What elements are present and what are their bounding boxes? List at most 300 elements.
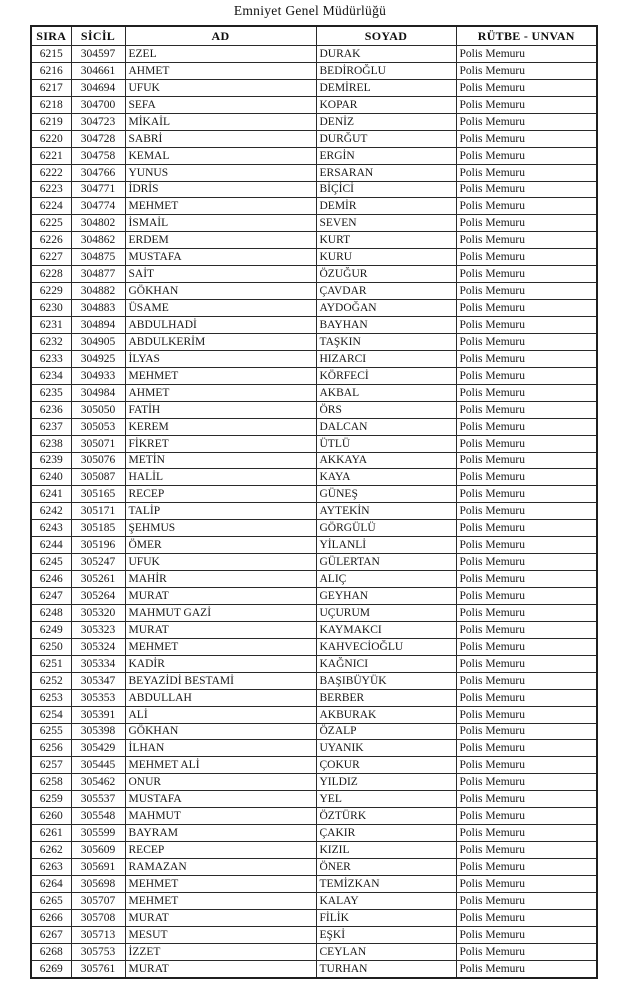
table-row <box>31 198 597 215</box>
cell-sira: 6269 <box>31 960 71 977</box>
cell-sira: 6229 <box>31 283 71 300</box>
cell-sicil: 305076 <box>71 452 125 469</box>
cell-soyad: ERGİN <box>316 147 456 164</box>
cell-sicil: 305462 <box>71 774 125 791</box>
cell-rutbe: Polis Memuru <box>456 401 597 418</box>
cell-sicil: 305196 <box>71 537 125 554</box>
cell-sicil: 304862 <box>71 232 125 249</box>
cell-sira: 6231 <box>31 317 71 334</box>
cell-soyad: AYTEKİN <box>316 503 456 520</box>
cell-soyad: BAŞIBÜYÜK <box>316 672 456 689</box>
cell-rutbe: Polis Memuru <box>456 249 597 266</box>
table-row <box>31 418 597 435</box>
cell-soyad: AKBURAK <box>316 706 456 723</box>
cell-rutbe: Polis Memuru <box>456 706 597 723</box>
cell-sicil: 304877 <box>71 266 125 283</box>
cell-ad: AHMET <box>125 62 316 79</box>
cell-sira: 6239 <box>31 452 71 469</box>
cell-sira: 6217 <box>31 79 71 96</box>
cell-soyad: EŞKİ <box>316 926 456 943</box>
cell-ad: MEHMET <box>125 892 316 909</box>
cell-soyad: TAŞKIN <box>316 333 456 350</box>
table-row <box>31 943 597 960</box>
cell-sicil: 304728 <box>71 130 125 147</box>
cell-rutbe: Polis Memuru <box>456 723 597 740</box>
cell-sicil: 305323 <box>71 621 125 638</box>
cell-rutbe: Polis Memuru <box>456 503 597 520</box>
table-row <box>31 164 597 181</box>
cell-soyad: KAYMAKCI <box>316 621 456 638</box>
cell-rutbe: Polis Memuru <box>456 367 597 384</box>
cell-rutbe: Polis Memuru <box>456 181 597 198</box>
cell-ad: METİN <box>125 452 316 469</box>
cell-rutbe: Polis Memuru <box>456 825 597 842</box>
cell-sicil: 304694 <box>71 79 125 96</box>
cell-sira: 6236 <box>31 401 71 418</box>
cell-soyad: YİLANLİ <box>316 537 456 554</box>
cell-ad: BAYRAM <box>125 825 316 842</box>
cell-rutbe: Polis Memuru <box>456 435 597 452</box>
cell-ad: MEHMET <box>125 367 316 384</box>
cell-soyad: ÖZTÜRK <box>316 808 456 825</box>
cell-sicil: 305264 <box>71 588 125 605</box>
cell-ad: SAİT <box>125 266 316 283</box>
cell-ad: MİKAİL <box>125 113 316 130</box>
cell-sicil: 305247 <box>71 554 125 571</box>
cell-soyad: YILDIZ <box>316 774 456 791</box>
cell-sicil: 305320 <box>71 604 125 621</box>
cell-rutbe: Polis Memuru <box>456 875 597 892</box>
cell-rutbe: Polis Memuru <box>456 232 597 249</box>
table-row <box>31 232 597 249</box>
table-row <box>31 859 597 876</box>
cell-sicil: 304774 <box>71 198 125 215</box>
table-row <box>31 130 597 147</box>
cell-ad: MEHMET <box>125 198 316 215</box>
cell-sicil: 304758 <box>71 147 125 164</box>
cell-sira: 6232 <box>31 333 71 350</box>
cell-ad: MURAT <box>125 960 316 977</box>
cell-sicil: 304661 <box>71 62 125 79</box>
cell-sicil: 305708 <box>71 909 125 926</box>
cell-rutbe: Polis Memuru <box>456 486 597 503</box>
table-row <box>31 333 597 350</box>
cell-soyad: DENİZ <box>316 113 456 130</box>
cell-soyad: ÇAVDAR <box>316 283 456 300</box>
cell-ad: SEFA <box>125 96 316 113</box>
cell-sira: 6222 <box>31 164 71 181</box>
cell-ad: İLHAN <box>125 740 316 757</box>
cell-rutbe: Polis Memuru <box>456 46 597 63</box>
cell-sicil: 304984 <box>71 384 125 401</box>
table-row <box>31 926 597 943</box>
cell-rutbe: Polis Memuru <box>456 62 597 79</box>
cell-rutbe: Polis Memuru <box>456 588 597 605</box>
cell-sicil: 305398 <box>71 723 125 740</box>
cell-rutbe: Polis Memuru <box>456 638 597 655</box>
cell-sicil: 305353 <box>71 689 125 706</box>
cell-sira: 6250 <box>31 638 71 655</box>
cell-rutbe: Polis Memuru <box>456 808 597 825</box>
cell-rutbe: Polis Memuru <box>456 909 597 926</box>
cell-sicil: 304597 <box>71 46 125 63</box>
cell-rutbe: Polis Memuru <box>456 384 597 401</box>
cell-rutbe: Polis Memuru <box>456 943 597 960</box>
table-row <box>31 96 597 113</box>
cell-soyad: KALAY <box>316 892 456 909</box>
cell-soyad: DEMİR <box>316 198 456 215</box>
cell-rutbe: Polis Memuru <box>456 164 597 181</box>
cell-rutbe: Polis Memuru <box>456 960 597 977</box>
table-row <box>31 774 597 791</box>
cell-ad: BEYAZİDİ BESTAMİ <box>125 672 316 689</box>
cell-sicil: 304894 <box>71 317 125 334</box>
cell-sicil: 305698 <box>71 875 125 892</box>
column-header-ad: AD <box>125 26 316 46</box>
cell-ad: ŞEHMUS <box>125 520 316 537</box>
cell-ad: İSMAİL <box>125 215 316 232</box>
cell-soyad: BEDİROĞLU <box>316 62 456 79</box>
table-row <box>31 452 597 469</box>
cell-soyad: ÖNER <box>316 859 456 876</box>
cell-soyad: ÇAKIR <box>316 825 456 842</box>
cell-sira: 6259 <box>31 791 71 808</box>
table-row <box>31 960 597 977</box>
cell-sicil: 304771 <box>71 181 125 198</box>
table-row <box>31 147 597 164</box>
cell-soyad: KAYA <box>316 469 456 486</box>
cell-sicil: 305261 <box>71 571 125 588</box>
cell-ad: GÖKHAN <box>125 723 316 740</box>
cell-soyad: CEYLAN <box>316 943 456 960</box>
cell-rutbe: Polis Memuru <box>456 198 597 215</box>
cell-sicil: 305050 <box>71 401 125 418</box>
column-header-rutbe: RÜTBE - UNVAN <box>456 26 597 46</box>
cell-rutbe: Polis Memuru <box>456 130 597 147</box>
cell-soyad: ÖZUĞUR <box>316 266 456 283</box>
cell-ad: MESUT <box>125 926 316 943</box>
cell-sira: 6260 <box>31 808 71 825</box>
cell-soyad: HIZARCI <box>316 350 456 367</box>
cell-sira: 6266 <box>31 909 71 926</box>
cell-sicil: 304905 <box>71 333 125 350</box>
cell-sicil: 304875 <box>71 249 125 266</box>
table-row <box>31 537 597 554</box>
cell-sira: 6249 <box>31 621 71 638</box>
cell-rutbe: Polis Memuru <box>456 774 597 791</box>
cell-sira: 6267 <box>31 926 71 943</box>
cell-sira: 6227 <box>31 249 71 266</box>
cell-ad: ONUR <box>125 774 316 791</box>
table-row <box>31 79 597 96</box>
cell-ad: MUSTAFA <box>125 791 316 808</box>
cell-sira: 6223 <box>31 181 71 198</box>
cell-sira: 6255 <box>31 723 71 740</box>
cell-soyad: GÜNEŞ <box>316 486 456 503</box>
cell-soyad: AKKAYA <box>316 452 456 469</box>
cell-ad: SABRİ <box>125 130 316 147</box>
cell-sira: 6234 <box>31 367 71 384</box>
table-row <box>31 638 597 655</box>
cell-sira: 6228 <box>31 266 71 283</box>
table-row <box>31 842 597 859</box>
cell-sira: 6257 <box>31 757 71 774</box>
cell-soyad: ÇOKUR <box>316 757 456 774</box>
cell-sira: 6245 <box>31 554 71 571</box>
table-row <box>31 909 597 926</box>
cell-soyad: BİÇİCİ <box>316 181 456 198</box>
table-row <box>31 46 597 63</box>
cell-rutbe: Polis Memuru <box>456 842 597 859</box>
cell-rutbe: Polis Memuru <box>456 926 597 943</box>
cell-sira: 6262 <box>31 842 71 859</box>
cell-ad: İLYAS <box>125 350 316 367</box>
cell-ad: EZEL <box>125 46 316 63</box>
cell-sira: 6220 <box>31 130 71 147</box>
cell-rutbe: Polis Memuru <box>456 604 597 621</box>
table-row <box>31 350 597 367</box>
cell-sira: 6264 <box>31 875 71 892</box>
cell-sira: 6242 <box>31 503 71 520</box>
column-header-sicil: SİCİL <box>71 26 125 46</box>
cell-sicil: 304700 <box>71 96 125 113</box>
cell-soyad: SEVEN <box>316 215 456 232</box>
table-row <box>31 604 597 621</box>
cell-sicil: 305609 <box>71 842 125 859</box>
cell-ad: FATİH <box>125 401 316 418</box>
cell-rutbe: Polis Memuru <box>456 520 597 537</box>
cell-ad: MURAT <box>125 909 316 926</box>
cell-sira: 6252 <box>31 672 71 689</box>
cell-sicil: 305707 <box>71 892 125 909</box>
page-title: Emniyet Genel Müdürlüğü <box>233 3 387 18</box>
cell-sira: 6219 <box>31 113 71 130</box>
table-row <box>31 503 597 520</box>
cell-rutbe: Polis Memuru <box>456 266 597 283</box>
cell-sira: 6244 <box>31 537 71 554</box>
cell-rutbe: Polis Memuru <box>456 757 597 774</box>
cell-rutbe: Polis Memuru <box>456 147 597 164</box>
table-row <box>31 655 597 672</box>
cell-sira: 6253 <box>31 689 71 706</box>
cell-sicil: 305334 <box>71 655 125 672</box>
cell-ad: HALİL <box>125 469 316 486</box>
cell-soyad: UYANIK <box>316 740 456 757</box>
cell-rutbe: Polis Memuru <box>456 215 597 232</box>
cell-sira: 6218 <box>31 96 71 113</box>
personnel-table <box>30 25 598 979</box>
table-row <box>31 554 597 571</box>
cell-soyad: KURT <box>316 232 456 249</box>
table-row <box>31 723 597 740</box>
cell-ad: KEREM <box>125 418 316 435</box>
cell-sicil: 305713 <box>71 926 125 943</box>
cell-sira: 6256 <box>31 740 71 757</box>
cell-rutbe: Polis Memuru <box>456 689 597 706</box>
cell-soyad: KIZIL <box>316 842 456 859</box>
cell-sicil: 305429 <box>71 740 125 757</box>
cell-rutbe: Polis Memuru <box>456 452 597 469</box>
cell-rutbe: Polis Memuru <box>456 469 597 486</box>
table-row <box>31 875 597 892</box>
table-row <box>31 249 597 266</box>
cell-sicil: 305171 <box>71 503 125 520</box>
cell-soyad: BERBER <box>316 689 456 706</box>
cell-ad: ÜSAME <box>125 300 316 317</box>
table-row <box>31 791 597 808</box>
table-row <box>31 317 597 334</box>
cell-sira: 6246 <box>31 571 71 588</box>
cell-soyad: DEMİREL <box>316 79 456 96</box>
cell-rutbe: Polis Memuru <box>456 333 597 350</box>
cell-rutbe: Polis Memuru <box>456 418 597 435</box>
cell-sira: 6254 <box>31 706 71 723</box>
cell-sicil: 305053 <box>71 418 125 435</box>
cell-soyad: FİLİK <box>316 909 456 926</box>
cell-ad: GÖKHAN <box>125 283 316 300</box>
cell-ad: MAHİR <box>125 571 316 588</box>
cell-sira: 6241 <box>31 486 71 503</box>
cell-sicil: 304883 <box>71 300 125 317</box>
cell-sira: 6248 <box>31 604 71 621</box>
cell-ad: ERDEM <box>125 232 316 249</box>
table-row <box>31 384 597 401</box>
cell-sicil: 305165 <box>71 486 125 503</box>
cell-rutbe: Polis Memuru <box>456 672 597 689</box>
cell-sicil: 305185 <box>71 520 125 537</box>
cell-ad: UFUK <box>125 79 316 96</box>
cell-rutbe: Polis Memuru <box>456 537 597 554</box>
cell-ad: ABDULHADİ <box>125 317 316 334</box>
cell-ad: MURAT <box>125 621 316 638</box>
cell-soyad: KAĞNICI <box>316 655 456 672</box>
cell-ad: MUSTAFA <box>125 249 316 266</box>
cell-rutbe: Polis Memuru <box>456 621 597 638</box>
table-row <box>31 401 597 418</box>
cell-sira: 6251 <box>31 655 71 672</box>
cell-ad: RECEP <box>125 486 316 503</box>
cell-rutbe: Polis Memuru <box>456 892 597 909</box>
cell-rutbe: Polis Memuru <box>456 300 597 317</box>
cell-ad: KADİR <box>125 655 316 672</box>
cell-rutbe: Polis Memuru <box>456 791 597 808</box>
cell-sira: 6221 <box>31 147 71 164</box>
cell-soyad: UÇURUM <box>316 604 456 621</box>
cell-sicil: 305599 <box>71 825 125 842</box>
table-row <box>31 469 597 486</box>
cell-sira: 6243 <box>31 520 71 537</box>
cell-soyad: AYDOĞAN <box>316 300 456 317</box>
cell-ad: MEHMET <box>125 638 316 655</box>
cell-sira: 6225 <box>31 215 71 232</box>
cell-rutbe: Polis Memuru <box>456 571 597 588</box>
table-row <box>31 113 597 130</box>
cell-sicil: 305087 <box>71 469 125 486</box>
table-row <box>31 283 597 300</box>
cell-sicil: 305071 <box>71 435 125 452</box>
cell-soyad: DALCAN <box>316 418 456 435</box>
cell-sicil: 305537 <box>71 791 125 808</box>
table-header-row <box>31 26 597 46</box>
cell-rutbe: Polis Memuru <box>456 283 597 300</box>
cell-ad: İZZET <box>125 943 316 960</box>
column-header-soyad: SOYAD <box>316 26 456 46</box>
cell-sira: 6235 <box>31 384 71 401</box>
cell-ad: YUNUS <box>125 164 316 181</box>
cell-soyad: KURU <box>316 249 456 266</box>
table-row <box>31 706 597 723</box>
cell-soyad: AKBAL <box>316 384 456 401</box>
cell-sira: 6237 <box>31 418 71 435</box>
table-row <box>31 367 597 384</box>
cell-ad: KEMAL <box>125 147 316 164</box>
table-row <box>31 300 597 317</box>
cell-rutbe: Polis Memuru <box>456 350 597 367</box>
cell-soyad: GÜLERTAN <box>316 554 456 571</box>
cell-sira: 6224 <box>31 198 71 215</box>
cell-ad: UFUK <box>125 554 316 571</box>
cell-ad: ÖMER <box>125 537 316 554</box>
table-row <box>31 740 597 757</box>
cell-sicil: 304766 <box>71 164 125 181</box>
cell-sicil: 304802 <box>71 215 125 232</box>
cell-ad: ALİ <box>125 706 316 723</box>
cell-sira: 6216 <box>31 62 71 79</box>
cell-ad: MAHMUT GAZİ <box>125 604 316 621</box>
cell-sira: 6233 <box>31 350 71 367</box>
cell-ad: MAHMUT <box>125 808 316 825</box>
table-row <box>31 62 597 79</box>
table-row <box>31 435 597 452</box>
cell-sira: 6240 <box>31 469 71 486</box>
cell-soyad: KOPAR <box>316 96 456 113</box>
cell-ad: RECEP <box>125 842 316 859</box>
cell-sicil: 304925 <box>71 350 125 367</box>
cell-soyad: ÖZALP <box>316 723 456 740</box>
cell-ad: AHMET <box>125 384 316 401</box>
cell-sicil: 305445 <box>71 757 125 774</box>
cell-soyad: ÜTLÜ <box>316 435 456 452</box>
cell-sicil: 305691 <box>71 859 125 876</box>
cell-ad: RAMAZAN <box>125 859 316 876</box>
cell-soyad: KAHVECİOĞLU <box>316 638 456 655</box>
cell-ad: MEHMET <box>125 875 316 892</box>
cell-ad: ABDULKERİM <box>125 333 316 350</box>
cell-ad: FİKRET <box>125 435 316 452</box>
cell-sicil: 304882 <box>71 283 125 300</box>
cell-sira: 6247 <box>31 588 71 605</box>
cell-sicil: 305761 <box>71 960 125 977</box>
cell-soyad: ALIÇ <box>316 571 456 588</box>
cell-rutbe: Polis Memuru <box>456 655 597 672</box>
cell-sira: 6261 <box>31 825 71 842</box>
cell-sicil: 304933 <box>71 367 125 384</box>
cell-ad: TALİP <box>125 503 316 520</box>
table-row <box>31 571 597 588</box>
table-row <box>31 672 597 689</box>
table-row <box>31 621 597 638</box>
table-row <box>31 266 597 283</box>
cell-rutbe: Polis Memuru <box>456 96 597 113</box>
table-row <box>31 520 597 537</box>
table-row <box>31 757 597 774</box>
cell-sicil: 305753 <box>71 943 125 960</box>
cell-ad: İDRİS <box>125 181 316 198</box>
cell-sicil: 304723 <box>71 113 125 130</box>
cell-soyad: ÖRS <box>316 401 456 418</box>
cell-soyad: DURĞUT <box>316 130 456 147</box>
cell-rutbe: Polis Memuru <box>456 113 597 130</box>
